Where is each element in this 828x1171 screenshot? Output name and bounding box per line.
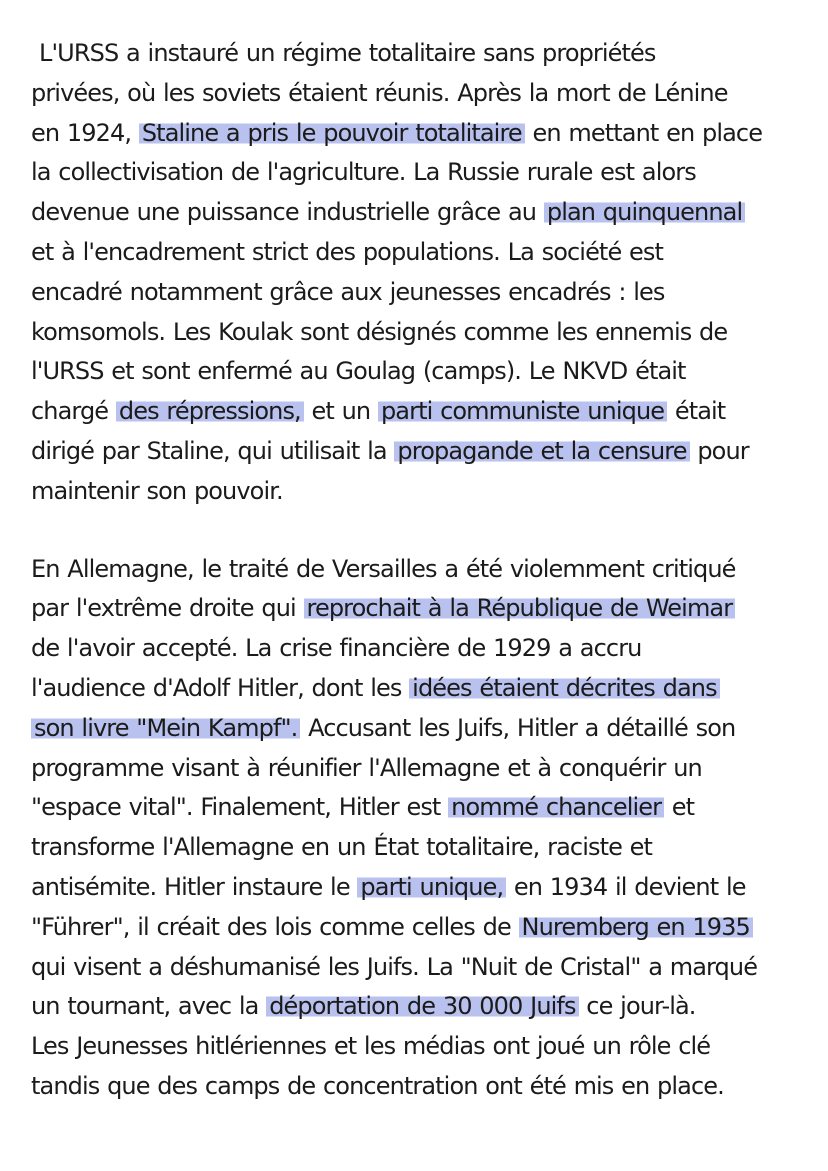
text-segment: un tournant, avec la xyxy=(31,992,267,1021)
text-segment: et xyxy=(664,793,695,822)
text-line xyxy=(31,589,811,629)
highlighted-phrase: reprochait à la République de Weimar xyxy=(304,594,736,622)
text-line xyxy=(31,74,811,114)
text-segment: transforme l'Allemagne en un État totalitaire, raciste et xyxy=(31,833,653,862)
text-segment: "Führer", il créait des lois comme celles de xyxy=(31,912,519,941)
text-line xyxy=(31,868,811,908)
text-segment: en 1934 il devient le xyxy=(506,872,746,901)
text-line xyxy=(31,1027,811,1067)
text-line xyxy=(31,233,811,273)
text-line xyxy=(31,352,811,392)
highlighted-phrase: Nuremberg en 1935 xyxy=(519,913,753,941)
notes-page xyxy=(31,34,811,1107)
text-segment: En Allemagne, le traité de Versailles a été violemment critiqué xyxy=(31,554,736,583)
text-segment: en mettant en place xyxy=(524,118,763,147)
text-segment: tandis que des camps de concentration ont été mis en place. xyxy=(31,1071,724,1100)
text-segment: et à l'encadrement strict des populations. La société est xyxy=(31,237,664,266)
paragraph-ussr xyxy=(31,34,811,512)
text-segment: komsomols. Les Koulak sont désignés comme les ennemis de xyxy=(31,317,728,346)
text-segment: antisémite. Hitler instaure le xyxy=(31,872,358,901)
text-line xyxy=(31,908,811,948)
text-line xyxy=(31,432,811,472)
text-line xyxy=(31,34,811,74)
text-segment: pour xyxy=(689,436,749,465)
text-line xyxy=(31,828,811,868)
highlighted-phrase: déportation de 30 000 Juifs xyxy=(266,992,578,1020)
text-line xyxy=(31,788,811,828)
text-line xyxy=(31,153,811,193)
text-segment: programme visant à réunifier l'Allemagne et à conquérir un xyxy=(31,753,702,782)
text-line xyxy=(31,193,811,233)
text-segment: Les Jeunesses hitlériennes et les médias ont joué un rôle clé xyxy=(31,1032,711,1061)
text-line xyxy=(31,273,811,313)
text-line xyxy=(31,948,811,988)
highlighted-phrase: parti unique, xyxy=(357,873,506,901)
text-segment: privées, où les soviets étaient réunis. Après la mort de Lénine xyxy=(31,78,728,107)
paragraph-gap xyxy=(31,512,811,550)
text-line xyxy=(31,709,811,749)
paragraph-germany xyxy=(31,550,811,1107)
text-segment: et un xyxy=(303,397,378,426)
text-segment: en 1924, xyxy=(31,118,139,147)
text-segment: chargé xyxy=(31,397,116,426)
text-line xyxy=(31,749,811,789)
text-segment: Accusant les Juifs, Hitler a détaillé son xyxy=(300,713,736,742)
highlighted-phrase: propagande et la censure xyxy=(394,437,689,465)
text-segment: qui visent a déshumanisé les Juifs. La "Nuit de Cristal" a marqué xyxy=(31,952,758,981)
text-segment: encadré notamment grâce aux jeunesses encadrés : les xyxy=(31,277,665,306)
text-line xyxy=(31,550,811,590)
highlighted-phrase: des répressions, xyxy=(116,397,304,425)
text-line xyxy=(31,472,811,512)
highlighted-phrase: plan quinquennal xyxy=(544,198,745,226)
text-line xyxy=(31,392,811,432)
text-segment: l'audience d'Adolf Hitler, dont les xyxy=(31,673,410,702)
text-line xyxy=(31,1067,811,1107)
text-line xyxy=(31,313,811,353)
text-segment: par l'extrême droite qui xyxy=(31,594,304,623)
text-segment: dirigé par Staline, qui utilisait la xyxy=(31,436,395,465)
text-segment: de l'avoir accepté. La crise financière de 1929 a accru xyxy=(31,634,642,663)
text-segment: maintenir son pouvoir. xyxy=(31,476,283,505)
text-line xyxy=(31,629,811,669)
text-segment: devenue une puissance industrielle grâce au xyxy=(31,198,544,227)
highlighted-phrase: nommé chancelier xyxy=(448,793,664,821)
highlighted-phrase: parti communiste unique xyxy=(378,397,667,425)
text-segment: l'URSS et sont enfermé au Goulag (camps). Le NKVD était xyxy=(31,357,686,386)
text-line xyxy=(31,114,811,154)
highlighted-phrase: son livre "Mein Kampf". xyxy=(31,714,300,742)
text-segment: "espace vital". Finalement, Hitler est xyxy=(31,793,449,822)
text-segment: L'URSS a instauré un régime totalitaire sans propriétés xyxy=(39,39,656,67)
text-segment: ce jour-là. xyxy=(578,992,696,1021)
text-segment: la collectivisation de l'agriculture. La Russie rurale est alors xyxy=(31,158,696,187)
text-line xyxy=(31,669,811,709)
highlighted-phrase: Staline a pris le pouvoir totalitaire xyxy=(139,119,525,147)
text-segment: était xyxy=(667,397,726,426)
text-line xyxy=(31,987,811,1027)
highlighted-phrase: idées étaient décrites dans xyxy=(409,674,720,702)
